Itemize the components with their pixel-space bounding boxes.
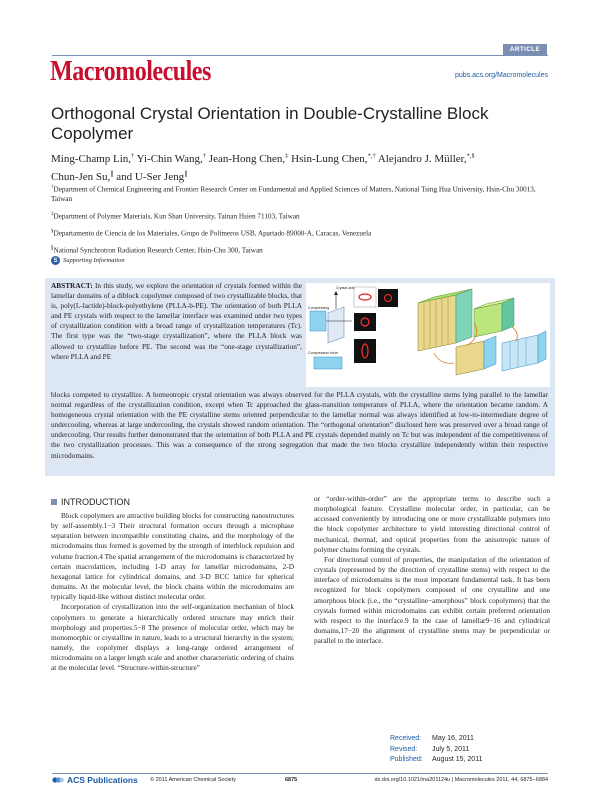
abstract-text-bottom: blocks competed to crystallize. A homeotropic crystal orientation was always observed for the PLLA crystals, with the crystalline stems lying parallel to the lamellar normal regardless of the crystallization condition, except when Tc approached the glass-transition temperature of PLLA, where the orientation became random. A homogeneous crystal orientation with the PE crystalline stems oriented perpendicular to the lamellar normal was always identified at low-to-intermediate degree of undercooling, whereas at large undercooling, the crystals showed random orientation. The “orthogonal orientation” disclosed here was preserved over a broad range of undercooling. Our results further demonstrated that the orientation of both PLLA and PE crystals depended mainly on Tc but was independent of the competitiveness of the two crystallization processes. This was a consequence of the strong segregation that made the two blocks crystallize independently within their respective microdomains. <box>51 390 548 460</box>
section-bullet-icon <box>51 499 57 505</box>
affiliation: ‡Department of Polymer Materials, Kun Shan University, Tainan Hsien 71103, Taiwan <box>51 211 300 221</box>
paragraph: For directional control of properties, the manipulation of the orientation of crystals (represented by the direction of crystalline stems) with respect to the interface of microdomains is the most important fundamental task. It has been recognized for block copolymers composed of one crystalline and one amorphous block (i.e., the “crystalline−amorphous” block copolymers) that the crystals formed within microdomains can exhibit certain preferred orientation with respect to the interface.9 In the case of lamellar9−16 and cylindrical domains,17−20 the alignment of crystalline stems may be perpendicular or parallel to the interface. <box>314 554 550 646</box>
intro-right-column <box>314 494 550 646</box>
date-row: Received: May 16, 2011 <box>390 735 474 742</box>
publication-dates <box>390 734 482 766</box>
doi-link[interactable]: dx.doi.org/10.1021/ma201124u | Macromolecules 2011, 44, 6875−6884 <box>374 777 548 783</box>
abstract-text-top: ABSTRACT: In this study, we explore the orientation of crystals formed within the lamellar domains of a diblock copolymer composed of two crystallizable blocks, that is, poly(L-lactide)-block-polyethylene (PLLA-b-PE). The orientation of both PLLA and PE crystals with respect to the lamellar interface was examined under two types of crystallization condition with a broad range of crystallization temperatures (Tc). The first type was the “two-stage crystallization”, where the PLLA block was allowed to crystallize before PE. The second was the “one-stage crystallization”, where PLLA and PE <box>51 281 303 361</box>
acs-publications-logo[interactable]: ACS Publications <box>52 775 138 785</box>
toc-label: Compression force <box>308 351 339 355</box>
article-title: Orthogonal Crystal Orientation in Double-Crystalline Block Copolymer <box>51 104 489 143</box>
journal-url-link[interactable]: pubs.acs.org/Macromolecules <box>455 72 548 79</box>
affiliation: §Departamento de Ciencia de los Materiales, Grupo de Polímeros USB, Apartado 89000-A, Caracas, Venezuela <box>51 228 372 238</box>
supporting-information-link[interactable]: S Supporting Information <box>51 256 125 265</box>
section-heading-introduction: INTRODUCTION <box>51 497 130 507</box>
intro-left-column <box>51 511 294 674</box>
footer-rule <box>52 773 548 774</box>
date-row: Published: August 15, 2011 <box>390 756 483 763</box>
lamellar-block-diagram <box>418 289 546 375</box>
toc-graphic <box>306 283 550 387</box>
paragraph: or “order-within-order” are the appropriate terms to describe such a morphological feature. Crystalline molecular order, in particular, can be accessed conveniently by introducing one or more crystallizable polymers into the block copolymer architecture to yield interesting directional control of mechanical, thermal, and optical properties from the anisotropic nature of polymer chains forming the crystals. <box>314 494 550 554</box>
author: Chun-Jen Su,∥ <box>51 170 114 184</box>
abstract-label: ABSTRACT: <box>51 281 93 290</box>
supporting-info-icon: S <box>51 256 60 265</box>
author: and U-Ser Jeng∥ <box>116 170 188 184</box>
author-list <box>51 148 551 185</box>
affiliation: ∥National Synchrotron Radiation Research Center, Hsin-Chu 300, Taiwan <box>51 245 263 255</box>
author: Jean-Hong Chen,‡ <box>208 152 289 165</box>
toc-label: Compressing <box>308 306 330 310</box>
author: Alejandro J. Müller,*,§ <box>377 152 475 165</box>
toc-label: Crystal axis <box>336 286 355 290</box>
affiliation: †Department of Chemical Engineering and Frontier Research Center on Fundamental and Applied Sciences of Matters, National Tsing Hua University, Hsin-Chu 30013, Taiwan <box>51 185 536 204</box>
article-type-badge: ARTICLE <box>503 44 547 55</box>
acs-logo-icon <box>52 776 64 784</box>
copyright-text: © 2011 American Chemical Society <box>150 777 236 783</box>
journal-title: Macromolecules <box>50 56 211 87</box>
date-row: Revised: July 5, 2011 <box>390 745 470 753</box>
paragraph: Block copolymers are attractive building blocks for constructing nanostructures by self-assembly.1−3 Their structural formation occurs through a microphase separation between incompatible constituting chains, and the morphology of the microdomains thus formed is governed by the strength of interblock repulsion and volume fraction.4 The spatial arrangement of the microdomains is characterized by certain macrolattices, including 1-D array for lamellar microdomains, 2-D hexagonal lattice for cylindrical domains, and 3-D BCC lattice for spherical domains. At the molecular level, the block chains within the microdomains are typically liquid-like without distinct molecular order. <box>51 511 294 602</box>
author: Hsin-Lung Chen,*,† <box>291 152 376 165</box>
affiliation-list <box>51 183 551 261</box>
page-number: 6875 <box>285 777 298 783</box>
toc-graphic-svg <box>306 283 550 387</box>
paragraph: Incorporation of crystallization into the self-organization mechanism of block copolymers to generate a hierarchically ordered structure may enrich their morphology and properties.5−8 The presence of molecular order, which may be monomorphic or crystalline in nature, leads to a structural hierarchy in the system; namely, the copolymer displays a long-range ordered arrangement of microdomains on a larger length scale and another characteristic ordering of chains at the molecular level. “Structure-within-structure” <box>51 602 294 673</box>
author: Yi-Chin Wang,† <box>136 152 207 165</box>
author: Ming-Champ Lin,† <box>51 152 135 165</box>
